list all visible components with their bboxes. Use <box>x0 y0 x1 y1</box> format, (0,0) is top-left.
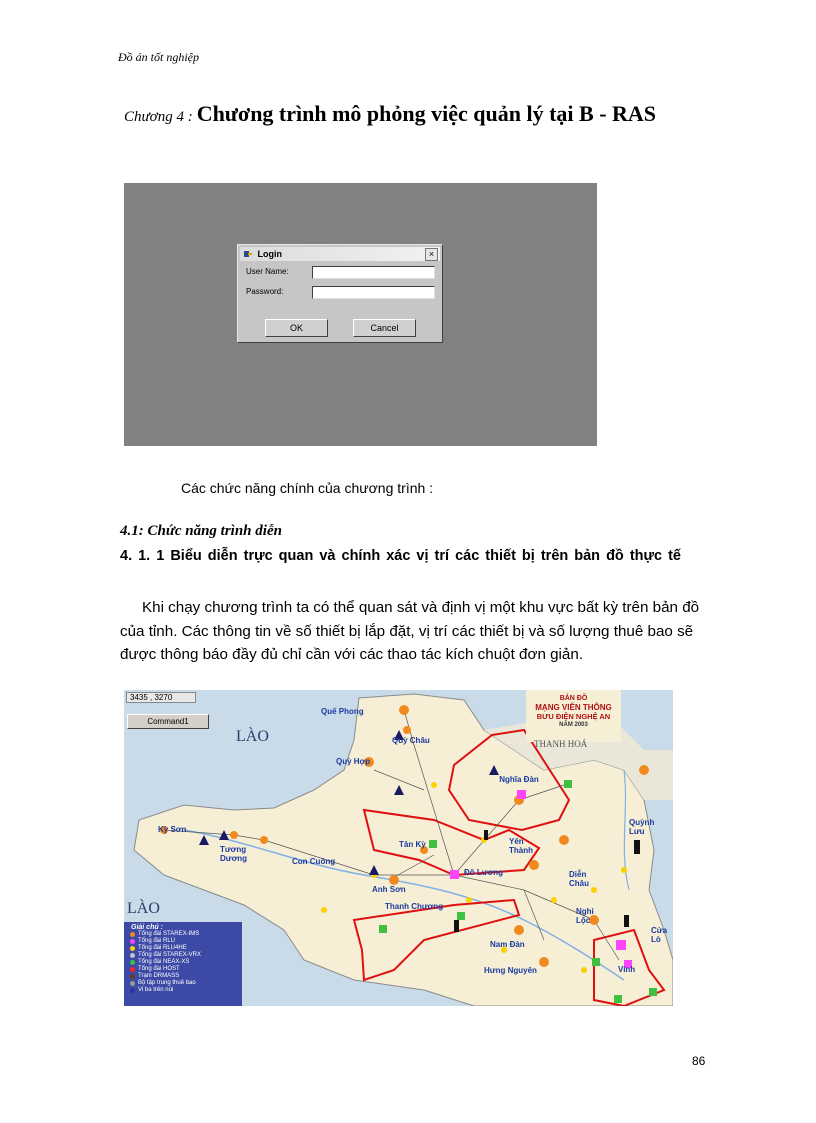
legend-marker-icon <box>130 967 135 972</box>
legend-item <box>127 987 239 994</box>
page-header: Đồ án tốt nghiệp <box>118 50 199 64</box>
place-label: Quỳnh Lưu <box>629 818 655 836</box>
province-label: THANH HOÁ <box>534 739 588 749</box>
place-label: Thanh Chương <box>385 902 444 911</box>
password-input[interactable] <box>312 286 435 299</box>
map-title-line-3: BƯU ĐIỆN NGHỆ AN <box>536 712 611 721</box>
password-label: Password: <box>246 287 284 296</box>
username-label: User Name: <box>246 267 289 276</box>
legend-item <box>127 980 239 987</box>
page-number: 86 <box>692 1054 706 1068</box>
place-label: Đô Lương <box>464 868 504 877</box>
legend-marker-icon <box>130 960 135 965</box>
place-label: Vinh <box>618 965 636 974</box>
map-title-line-4: NĂM 2003 <box>559 722 588 728</box>
legend-item <box>127 952 239 959</box>
place-label: Con Cuông <box>292 857 336 866</box>
username-input[interactable] <box>312 266 435 279</box>
map-title-line-1: BẢN ĐỒ <box>559 695 588 702</box>
chapter-label: Chương 4 : <box>124 109 193 125</box>
place-label: Yên Thành <box>509 837 533 855</box>
country-label-bottom: LÀO <box>127 900 160 917</box>
country-label-top: LÀO <box>236 728 269 745</box>
legend-label: Tổng đài RLU <box>138 938 176 944</box>
ok-button[interactable]: OK <box>265 319 328 337</box>
key-icon <box>243 249 253 259</box>
legend-marker-icon <box>130 939 135 944</box>
place-label: Nghĩa Đàn <box>499 775 539 784</box>
place-label: Hưng Nguyên <box>484 966 537 975</box>
legend-marker-icon <box>130 988 135 993</box>
place-label: Cửa Lò <box>651 926 668 944</box>
legend-item <box>127 973 239 980</box>
place-label: Diễn Châu <box>569 870 589 888</box>
login-title-bar <box>240 247 440 261</box>
legend-label: Tổng đài HOST <box>138 966 180 972</box>
legend-item <box>127 959 239 966</box>
legend-marker-icon <box>130 981 135 986</box>
legend-marker-icon <box>130 974 135 979</box>
map-legend <box>127 924 239 1006</box>
legend-label: Vi ba trên núi <box>138 987 174 993</box>
legend-marker-icon <box>130 953 135 958</box>
legend-label: Tổng đài RLU4HE <box>138 945 187 951</box>
legend-item <box>127 931 239 938</box>
place-label: Quế Phong <box>321 707 364 716</box>
legend-item <box>127 945 239 952</box>
legend-title: Giải chú : <box>131 924 163 931</box>
legend-label: Tổng đài STAREX-IMS <box>138 931 200 937</box>
intro-text: Các chức năng chính của chương trình : <box>181 480 434 496</box>
place-label: Nghi Lộc <box>576 907 594 925</box>
network-map-screenshot <box>124 690 673 1006</box>
place-label: Kỳ Sơn <box>158 825 187 834</box>
legend-item <box>127 938 239 945</box>
map-title-block <box>526 694 621 730</box>
login-dialog <box>237 244 443 343</box>
subsection-heading: 4. 1. 1 Biểu diễn trực quan và chính xác vị trí các thiết bị trên bản đồ thực tế <box>120 548 681 564</box>
legend-marker-icon <box>130 946 135 951</box>
place-label: Tân Kỳ <box>399 840 426 849</box>
legend-label: Tổng đài NEAX-XS <box>138 959 190 965</box>
legend-label: Tổng đài STAREX-VRX <box>138 952 201 958</box>
legend-label: Trạm DRMASS <box>138 973 180 979</box>
place-label: Nam Đàn <box>490 940 525 949</box>
cancel-button[interactable]: Cancel <box>353 319 416 337</box>
login-screenshot <box>124 183 597 446</box>
place-label: Tương Dương <box>220 845 248 863</box>
login-title: Login <box>257 249 283 259</box>
place-label: Quỳ Hợp <box>336 757 371 766</box>
chapter-heading <box>124 97 684 134</box>
legend-label: Bộ tập trung thuê bao <box>138 980 196 986</box>
place-label: Anh Sơn <box>372 885 406 894</box>
body-paragraph: Khi chạy chương trình ta có thể quan sát và định vị một khu vực bất kỳ trên bản đồ của tỉnh. Các thông tin về số thiết bị lắp đặt, vị trí các thiết bị và số lượng thuê bao sẽ được thông báo đầy đủ chỉ cần với các thao tác kích chuột đơn giản. <box>120 599 700 663</box>
legend-marker-icon <box>130 932 135 937</box>
command1-button[interactable]: Command1 <box>127 714 209 729</box>
legend-item <box>127 966 239 973</box>
close-icon[interactable]: × <box>425 248 438 261</box>
place-label: Quỳ Châu <box>392 736 430 745</box>
section-heading: 4.1: Chức năng trình diễn <box>120 523 282 539</box>
coordinate-readout: 3435 , 3270 <box>126 692 196 703</box>
map-title-line-2: MẠNG VIỄN THÔNG <box>535 703 612 712</box>
chapter-title: Chương trình mô phỏng việc quản lý tại B - RAS <box>196 101 657 126</box>
